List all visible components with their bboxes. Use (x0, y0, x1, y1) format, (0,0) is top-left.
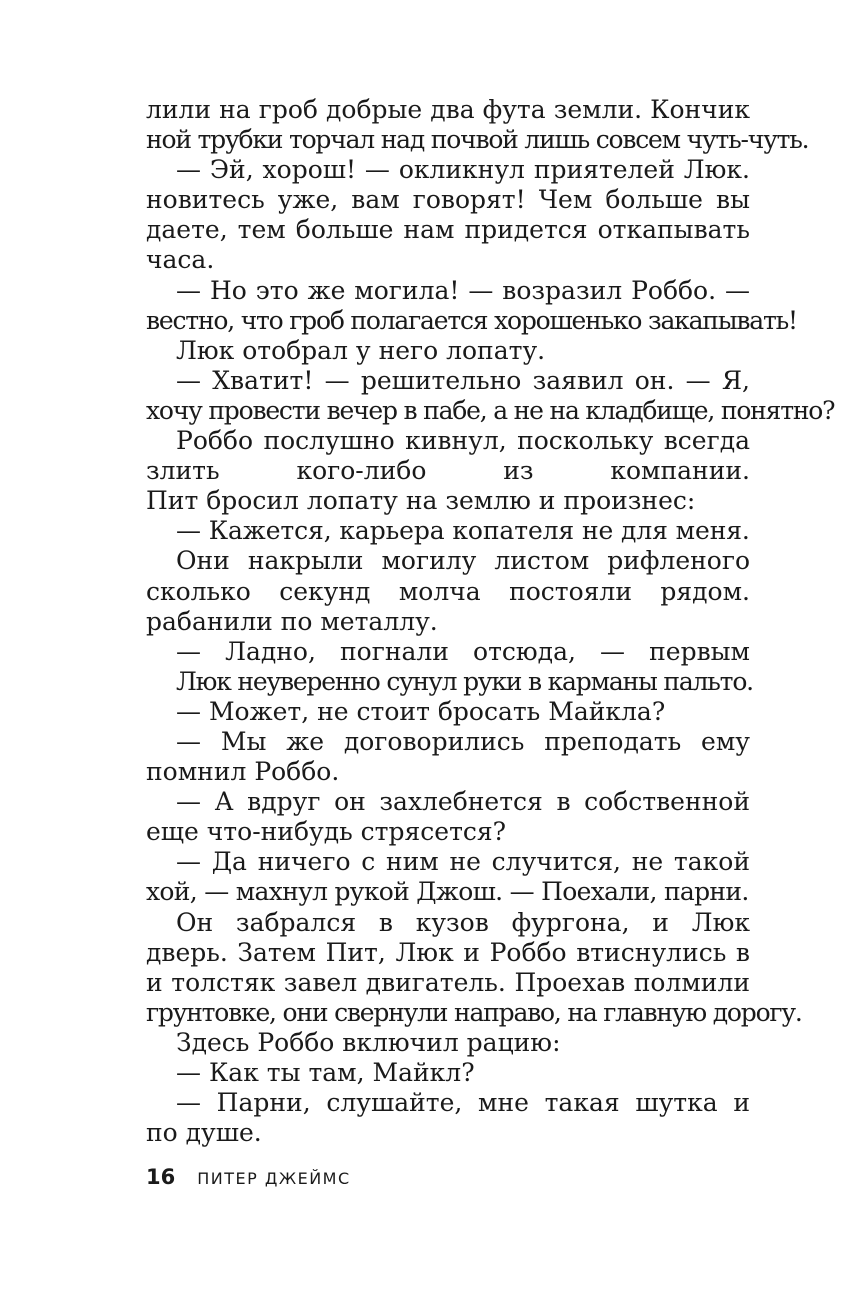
text-line: Люк неуверенно сунул руки в карманы пальто. (176, 666, 753, 696)
text-line: — Мы же договорились преподать ему (176, 726, 750, 756)
text-line: злить кого-либо из компании. (146, 456, 750, 486)
text-line: — Парни, слушайте, мне такая шутка и (176, 1088, 750, 1118)
text-line: — Но это же могила! — возразил Роббо. — (176, 275, 750, 305)
text-line: — Ладно, погнали отсюда, — первым (176, 636, 750, 666)
running-author: ПИТЕР ДЖЕЙМС (197, 1169, 351, 1188)
text-line: Они накрыли могилу листом рифленого (176, 546, 750, 576)
text-line: — Хватит! — решительно заявил он. — Я, (176, 365, 750, 395)
text-line: даете, тем больше нам придется откапывать (146, 215, 750, 245)
text-line: вестно, что гроб полагается хорошенько закапывать! (146, 305, 797, 335)
text-line: сколько секунд молча постояли рядом. (146, 576, 750, 606)
text-line: часа. (146, 245, 215, 275)
text-line: помнил Роббо. (146, 757, 340, 787)
text-line: Люк отобрал у него лопату. (176, 335, 546, 365)
text-line: по душе. (146, 1118, 262, 1148)
text-line: еще что-нибудь стрясется? (146, 817, 507, 847)
text-line: дверь. Затем Пит, Люк и Роббо втиснулись в (146, 937, 750, 967)
text-line: — Может, не стоит бросать Майкла? (176, 696, 666, 726)
text-line: Пит бросил лопату на землю и произнес: (146, 486, 696, 516)
page-number: 16 (146, 1165, 176, 1189)
text-line: рабанили по металлу. (146, 606, 438, 636)
text-line: новитесь уже, вам говорят! Чем больше вы (146, 185, 750, 215)
text-line: — Эй, хорош! — окликнул приятелей Люк. (176, 155, 750, 185)
text-line: грунтовке, они свернули направо, на главную дорогу. (146, 997, 802, 1027)
text-line: лили на гроб добрые два фута земли. Кончик (146, 95, 750, 124)
text-line: — Да ничего с ним не случится, не такой (176, 847, 750, 877)
text-line: хочу провести вечер в пабе, а не на кладбище, понятно? (146, 395, 835, 425)
text-line: — Как ты там, Майкл? (176, 1058, 475, 1087)
body-text (146, 95, 835, 1148)
text-line: — Кажется, карьера копателя не для меня. (176, 516, 750, 546)
page-footer (146, 1165, 351, 1189)
text-line: Здесь Роббо включил рацию: (176, 1027, 561, 1057)
text-line: Он забрался в кузов фургона, и Люк (176, 907, 750, 937)
text-line: ной трубки торчал над почвой лишь совсем чуть-чуть. (146, 125, 809, 155)
text-line: Роббо послушно кивнул, поскольку всегда (176, 426, 750, 456)
text-line: — А вдруг он захлебнется в собственной (176, 787, 750, 817)
text-line: и толстяк завел двигатель. Проехав полмили (146, 967, 750, 997)
text-line: хой, — махнул рукой Джош. — Поехали, парни. (146, 877, 749, 907)
